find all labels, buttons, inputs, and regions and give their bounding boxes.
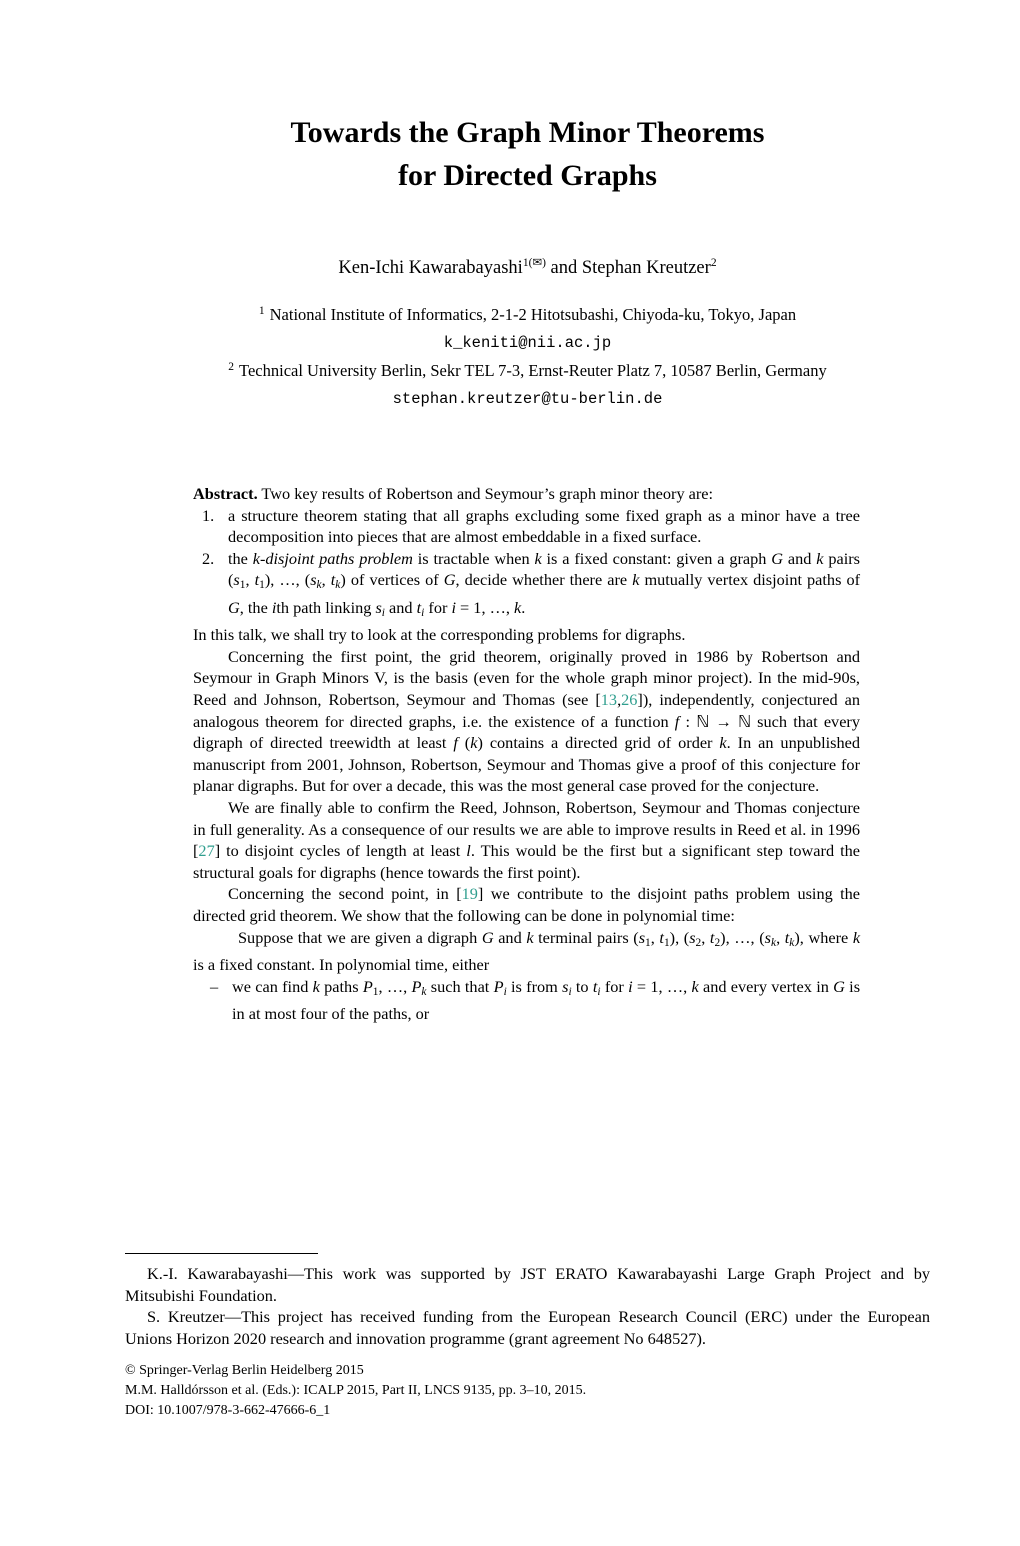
- italic-text: k: [816, 548, 824, 568]
- italic-text: k: [852, 927, 861, 947]
- text-segment: Concerning the second point, in [: [228, 884, 462, 904]
- text-segment: , decide whether there are: [455, 570, 633, 590]
- abstract-item-1-text: [228, 506, 860, 547]
- italic-text: G: [228, 597, 240, 617]
- affiliation-2: [125, 357, 930, 384]
- text-segment: terminal pairs (: [533, 927, 639, 947]
- text-segment: . This would be the first but a significant step toward the structural goals for digraphs (hence towards the first point).: [193, 841, 860, 882]
- italic-text: i: [451, 597, 456, 617]
- italic-text: s: [310, 570, 317, 590]
- citation-ref[interactable]: 19: [461, 884, 478, 904]
- text-segment: ), where: [794, 927, 853, 947]
- italic-text: k: [534, 548, 542, 568]
- italic-text: f: [674, 711, 680, 731]
- text-segment: , the: [239, 597, 272, 617]
- text-segment: and: [384, 597, 417, 617]
- email-author-2[interactable]: stephan.kreutzer@tu-berlin.de: [392, 390, 663, 408]
- subscript-text: k: [421, 985, 427, 998]
- citation-ref[interactable]: 26: [621, 690, 638, 710]
- text-segment: and: [493, 927, 527, 947]
- title-line-2: for Directed Graphs: [398, 159, 657, 192]
- subscript-text: i: [568, 985, 572, 998]
- text-segment: is in at most four of the paths, or: [232, 976, 861, 1024]
- text-segment: Two key results of Robertson and Seymour’s graph minor theory are:: [257, 484, 714, 503]
- italic-text: P: [493, 976, 504, 996]
- list-marker-1: 1.: [202, 505, 215, 525]
- bold-text: Abstract.: [193, 484, 258, 503]
- text-segment: In this talk, we shall try to look at the corresponding problems for digraphs.: [193, 625, 686, 645]
- text-segment: ) of vertices of: [340, 570, 444, 590]
- text-segment: ,: [321, 570, 331, 590]
- italic-text: l: [466, 841, 471, 861]
- italic-text: G: [833, 976, 845, 996]
- abstract-block: [193, 483, 860, 1025]
- subscript-text: k: [316, 579, 322, 592]
- text-segment: and: [783, 548, 817, 568]
- text-segment: We are finally able to confirm the Reed, Johnson, Robertson, Seymour and Thomas conjecture in full generality. As a consequence of our results we are able to improve results in Reed et al. in 1996 [: [193, 798, 860, 861]
- text-segment: ), …, (: [264, 570, 311, 590]
- italic-text: i: [271, 597, 277, 617]
- italic-text: P: [362, 976, 373, 996]
- text-segment: mutually vertex disjoint paths of: [639, 570, 861, 590]
- envelope-icon: ✉: [532, 254, 543, 269]
- subscript-text: k: [335, 579, 341, 592]
- text-segment: ,: [245, 570, 255, 590]
- text-segment: we can find: [232, 976, 313, 996]
- italic-text: t: [416, 597, 422, 617]
- italic-text: k: [632, 570, 640, 590]
- affiliation-2-text: Technical University Berlin, Sekr TEL 7-3, Ernst-Reuter Platz 7, 10587 Berlin, Germany: [239, 361, 827, 380]
- text-segment: to: [571, 976, 593, 996]
- footnote-divider: [125, 1253, 318, 1254]
- italic-text: k: [526, 927, 534, 947]
- abstract-item-2-text: [228, 549, 860, 617]
- subscript-text: i: [597, 985, 601, 998]
- author-2-name: Stephan Kreutzer: [581, 258, 711, 278]
- affiliation-1: [125, 301, 930, 328]
- subscript-text: 1: [259, 579, 265, 592]
- text-segment: for: [600, 976, 629, 996]
- subscript-text: i: [421, 606, 425, 619]
- text-segment: is tractable when: [412, 548, 535, 568]
- subscript-text: 1: [239, 579, 246, 592]
- italic-text: t: [784, 927, 790, 947]
- text-segment: for: [424, 597, 452, 617]
- copyright-line: © Springer-Verlag Berlin Heidelberg 2015: [125, 1363, 364, 1378]
- author-1-name: Ken-Ichi Kawarabayashi: [338, 258, 523, 278]
- italic-text: G: [481, 927, 494, 947]
- text-segment: paths: [319, 976, 363, 996]
- abstract-list-item-2: [193, 548, 860, 624]
- imprint-block: [125, 1361, 930, 1421]
- author-1-number: 1(: [522, 256, 533, 269]
- italic-text: s: [375, 597, 382, 617]
- abstract-paragraph-3: [193, 797, 860, 883]
- italic-text: s: [233, 570, 240, 590]
- text-segment: ]), independently, conjectured an analogous theorem for directed graphs, i.e. the existence of a function: [193, 690, 860, 731]
- italic-text: k: [691, 976, 699, 996]
- subscript-text: 1: [372, 985, 379, 998]
- abstract-dash-item-text: [232, 977, 860, 1023]
- italic-text: k: [514, 597, 522, 617]
- italic-text: k: [312, 976, 320, 996]
- italic-text: t: [659, 927, 664, 947]
- author-1-affmark-close: ): [542, 256, 546, 269]
- subscript-text: i: [381, 606, 385, 619]
- affiliation-2-email-line: [125, 384, 930, 413]
- doi-line: DOI: 10.1007/978-3-662-47666-6_1: [125, 1403, 331, 1418]
- italic-text: s: [562, 976, 569, 996]
- text-segment: = 1, …,: [632, 976, 692, 996]
- italic-text: k-disjoint paths problem: [252, 548, 413, 568]
- text-segment: and every vertex in: [698, 976, 834, 996]
- abstract-list-item-1: [193, 505, 860, 548]
- text-segment: ,: [650, 927, 660, 947]
- authors-separator: and: [545, 258, 582, 278]
- text-segment: : ℕ → ℕ such that every digraph of directed treewidth at least: [193, 711, 860, 753]
- italic-text: k: [470, 733, 478, 753]
- italic-text: s: [689, 927, 696, 947]
- text-segment: such that: [426, 976, 494, 996]
- list-marker-2: 2.: [202, 548, 215, 568]
- subscript-text: i: [503, 985, 507, 998]
- abstract-dash-item: [193, 976, 860, 1025]
- text-segment: the: [228, 548, 253, 568]
- text-segment: .: [521, 597, 526, 617]
- subscript-text: k: [789, 936, 795, 949]
- email-author-1[interactable]: k_keniti@nii.ac.jp: [443, 334, 612, 352]
- abstract-paragraph-1: [193, 624, 860, 646]
- text-segment: ,: [776, 927, 785, 947]
- italic-text: t: [254, 570, 260, 590]
- dash-marker: –: [210, 976, 219, 996]
- abstract-paragraph-4: [193, 883, 860, 926]
- text-segment: ), (: [669, 927, 690, 947]
- content-column: [125, 0, 930, 1025]
- text-segment: ] we contribute to the disjoint paths problem using the directed grid theorem. We show that the following can be done in polynomial time:: [193, 884, 860, 925]
- text-segment: is a fixed constant: given a graph: [541, 548, 772, 568]
- affiliations: [125, 301, 930, 413]
- subscript-text: 2: [714, 936, 721, 949]
- text-segment: , …,: [378, 976, 412, 996]
- text-segment: th path linking: [276, 597, 376, 617]
- text-segment: ,: [701, 927, 710, 947]
- italic-text: G: [443, 570, 456, 590]
- footnote-2: S. Kreutzer—This project has received funding from the European Research Council (ERC) under the European Unions Horizon 2020 research and innovation programme (grant agreement No 648527).: [125, 1307, 930, 1348]
- italic-text: s: [764, 927, 771, 947]
- affiliation-1-text: National Institute of Informatics, 2-1-2 Hitotsubashi, Chiyoda-ku, Tokyo, Japan: [269, 305, 797, 324]
- abstract-paragraph-5: [193, 927, 860, 976]
- author-2-affmark: 2: [710, 256, 717, 269]
- subscript-text: 1: [645, 936, 651, 949]
- citation-ref[interactable]: 27: [198, 841, 215, 861]
- text-segment: = 1, …,: [455, 597, 515, 617]
- abstract-intro: [193, 483, 860, 505]
- italic-text: t: [330, 570, 336, 590]
- text-segment: a structure theorem stating that all graphs excluding some fixed graph as a minor have a tree decomposition into pieces that are almost embeddable in a fixed surface.: [228, 505, 860, 547]
- text-segment: . In an unpublished manuscript from 2001, Johnson, Robertson, Seymour and Thomas give a proof of this conjecture for planar digraphs. But for over a decade, this was the most general case proved for the conjecture.: [193, 733, 861, 796]
- title-line-1: Towards the Graph Minor Theorems: [290, 116, 765, 149]
- italic-text: G: [771, 548, 784, 568]
- page-footer: [125, 1253, 930, 1421]
- abstract-paragraph-2: [193, 646, 860, 797]
- subscript-text: 2: [695, 936, 702, 949]
- italic-text: k: [719, 733, 727, 753]
- text-segment: Suppose that we are given a digraph: [238, 927, 482, 947]
- text-segment: Concerning the first point, the grid theorem, originally proved in 1986 by Robertson and Seymour in Graph Minors V, is the basis (even for the whole graph minor project). In the mid-90s, Reed and Johnson, Robertson, Seymour and Thomas (see [: [193, 646, 860, 710]
- text-segment: ] to disjoint cycles of length at least: [214, 841, 467, 861]
- italic-text: t: [709, 927, 715, 947]
- italic-text: P: [411, 976, 422, 996]
- italic-text: f: [453, 733, 458, 753]
- editors-line: M.M. Halldórsson et al. (Eds.): ICALP 2015, Part II, LNCS 9135, pp. 3–10, 2015.: [125, 1383, 587, 1398]
- authors-line: [125, 255, 930, 281]
- affiliation-2-number: 2: [228, 360, 235, 373]
- text-segment: ,: [617, 690, 622, 710]
- italic-text: t: [592, 976, 598, 996]
- text-segment: is a fixed constant. In polynomial time, either: [193, 955, 490, 974]
- text-segment: pairs (: [228, 548, 860, 590]
- subscript-text: k: [770, 936, 777, 949]
- footnote-1: K.-I. Kawarabayashi—This work was supported by JST ERATO Kawarabayashi Large Graph Project and by Mitsubishi Foundation.: [125, 1264, 930, 1305]
- italic-text: s: [638, 927, 646, 947]
- text-segment: (: [457, 733, 471, 753]
- italic-text: i: [628, 976, 633, 996]
- author-1-affmark: [522, 254, 546, 269]
- paper-title: [125, 111, 930, 197]
- text-segment: ) contains a directed grid of order: [477, 733, 720, 753]
- affiliation-1-email-line: [125, 328, 930, 357]
- subscript-text: 1: [663, 936, 670, 949]
- affiliation-1-number: 1: [258, 304, 265, 317]
- citation-ref[interactable]: 13: [600, 690, 618, 710]
- text-segment: ), …, (: [720, 927, 765, 947]
- text-segment: is from: [506, 976, 563, 996]
